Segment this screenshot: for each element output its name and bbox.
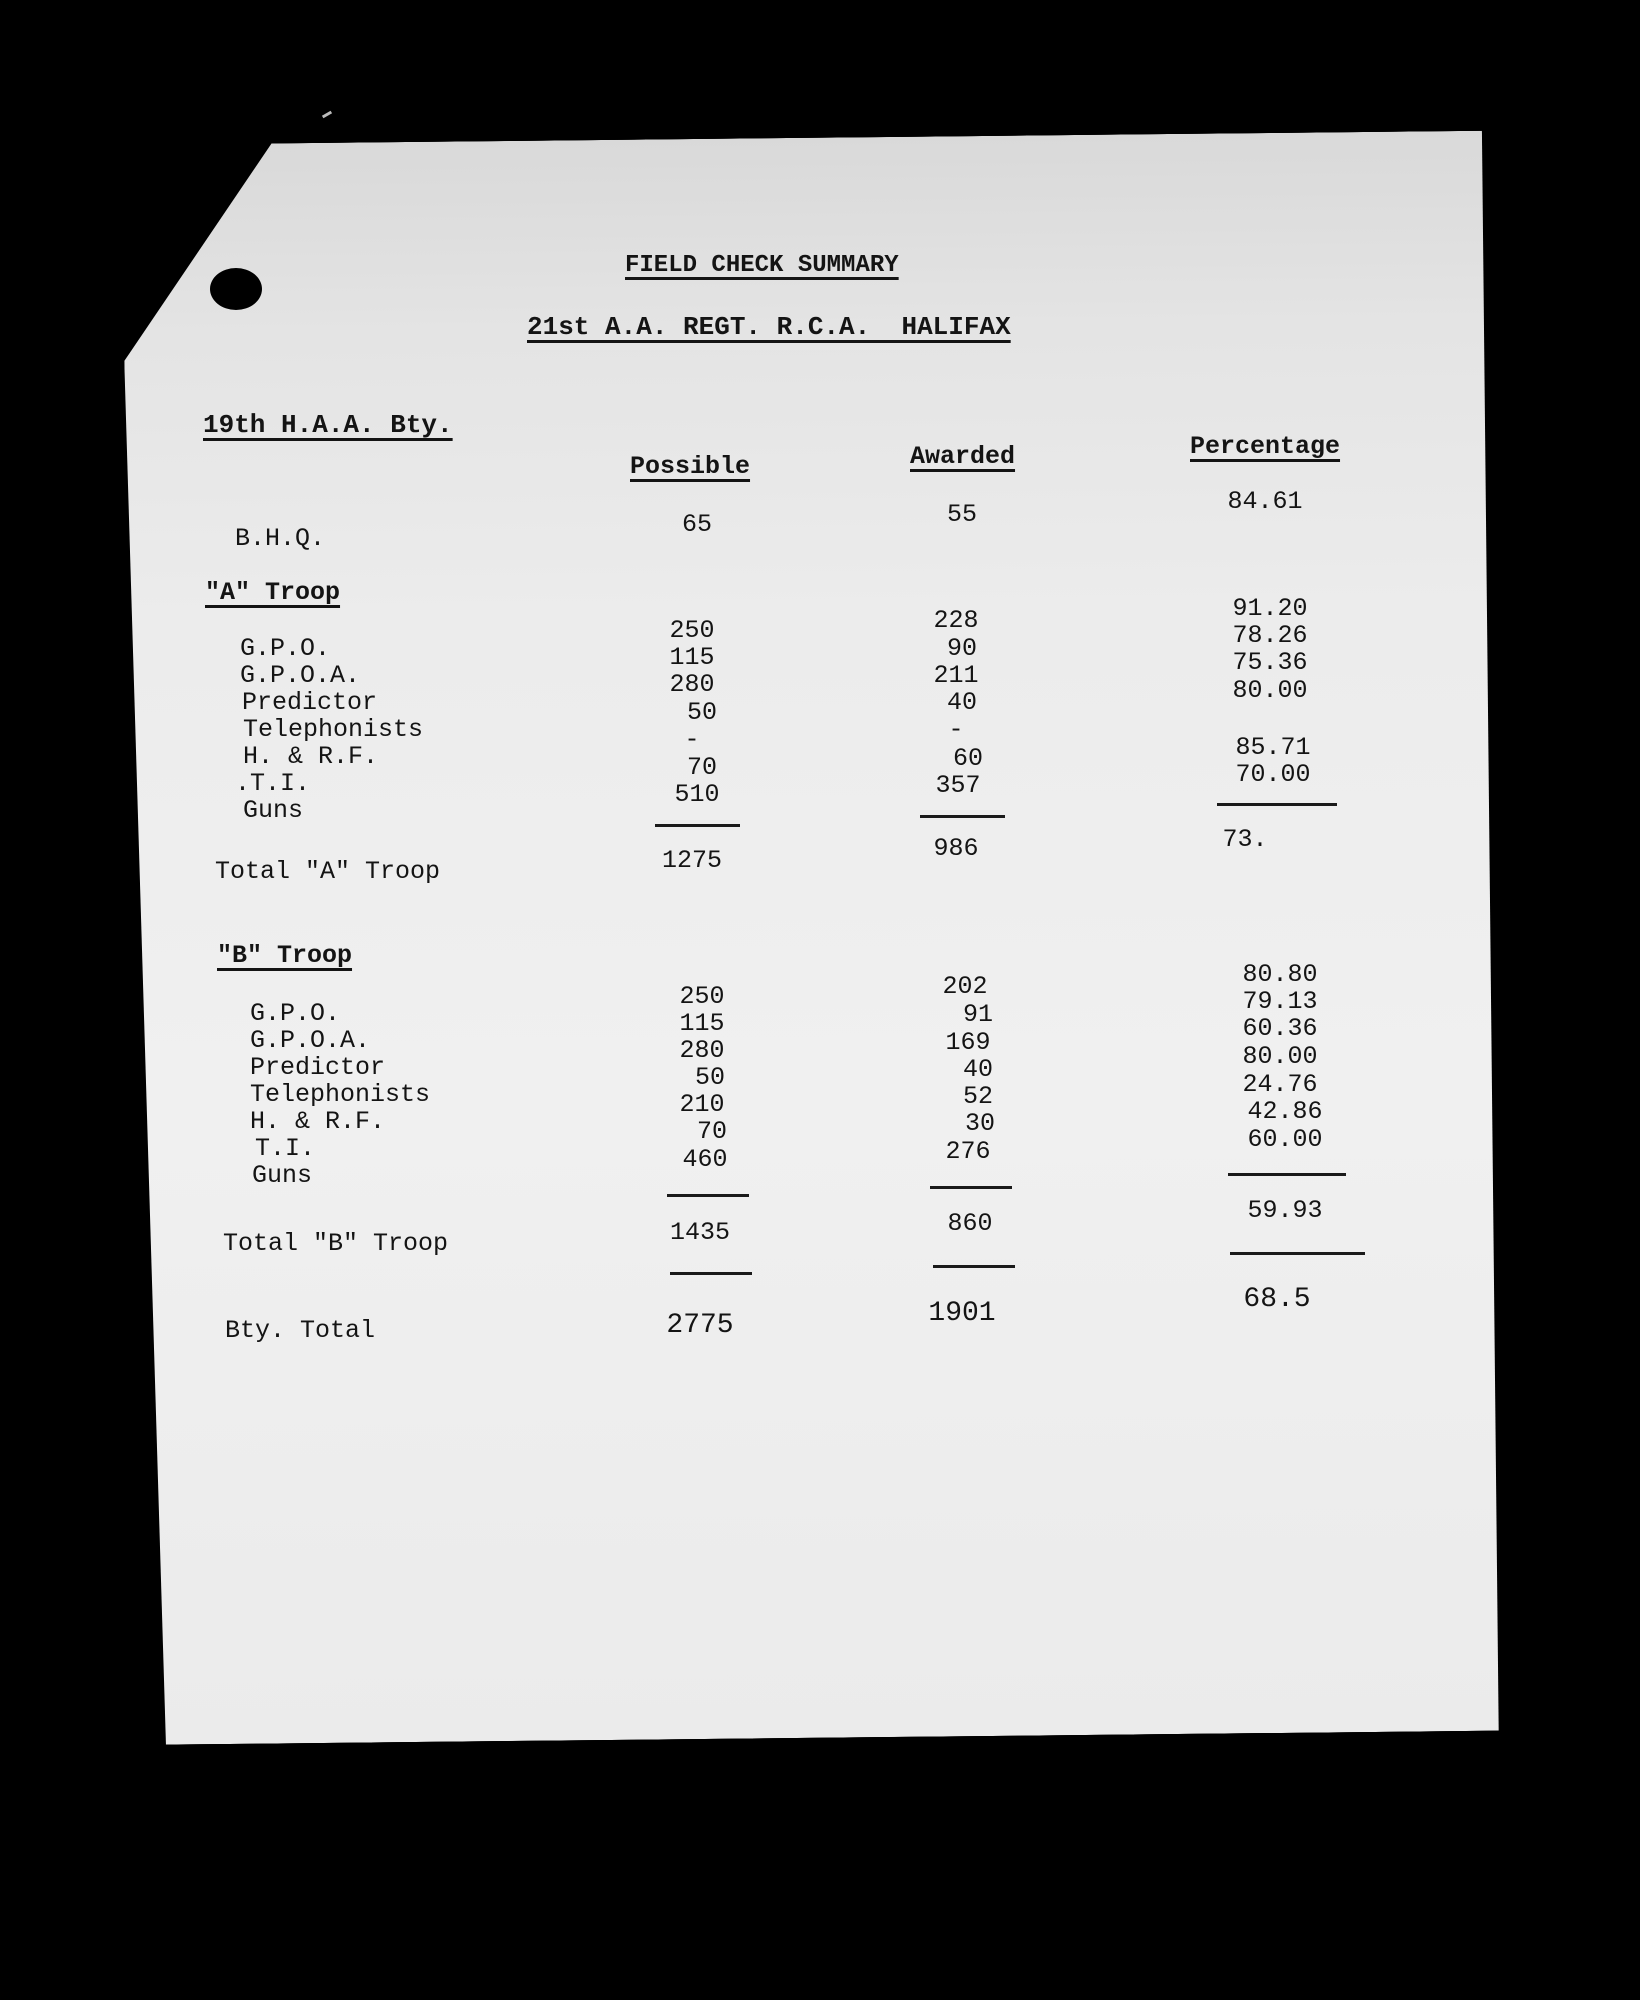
column-percentage: Percentage: [1190, 432, 1341, 461]
troop-a-label: G.P.O.A.: [240, 661, 361, 690]
troop-a-awarded: 60: [952, 744, 983, 773]
bhq-percentage: 84.61: [1227, 487, 1303, 516]
troop-a-percentage: 78.26: [1232, 621, 1308, 650]
troop-a-possible: -: [684, 725, 700, 754]
troop-a-label: Predictor: [242, 688, 378, 717]
troop-b-total-label: Total "B" Troop: [223, 1229, 449, 1258]
troop-b-possible: 70: [696, 1117, 727, 1146]
troop-b-label: H. & R.F.: [250, 1107, 386, 1136]
troop-b-percentage: 80.80: [1242, 960, 1318, 989]
sum-rule: [933, 1265, 1015, 1268]
document-page: [122, 131, 1499, 1745]
bhq-label: B.H.Q.: [235, 524, 326, 553]
sum-rule: [1230, 1252, 1365, 1255]
document-subtitle: 21st A.A. REGT. R.C.A. HALIFAX: [527, 312, 1011, 342]
column-possible: Possible: [630, 452, 751, 481]
troop-b-label: Predictor: [250, 1053, 386, 1082]
punch-hole: [210, 268, 262, 310]
bhq-awarded: 55: [946, 500, 977, 529]
bhq-possible: 65: [681, 510, 712, 539]
troop-a-label: G.P.O.: [240, 634, 331, 663]
troop-a-total-possible: 1275: [661, 846, 722, 875]
troop-a-possible: 280: [669, 670, 715, 699]
troop-a-percentage: 75.36: [1232, 648, 1308, 677]
troop-b-percentage: 60.36: [1242, 1014, 1318, 1043]
battery-heading: 19th H.A.A. Bty.: [203, 410, 453, 440]
troop-b-label: Telephonists: [250, 1080, 431, 1109]
troop-a-possible: 70: [686, 753, 717, 782]
document-title: FIELD CHECK SUMMARY: [625, 252, 899, 279]
troop-b-percentage: 24.76: [1242, 1070, 1318, 1099]
sum-rule: [655, 824, 740, 827]
troop-a-percentage: 91.20: [1232, 594, 1308, 623]
troop-b-possible: 250: [679, 982, 725, 1011]
troop-b-percentage: 42.86: [1247, 1097, 1323, 1126]
troop-b-awarded: 91: [962, 1000, 993, 1029]
troop-a-possible: 250: [669, 616, 715, 645]
troop-a-label: .T.I.: [235, 769, 311, 798]
troop-b-total-possible: 1435: [669, 1218, 730, 1247]
battery-total-awarded: 1901: [928, 1298, 996, 1329]
troop-b-percentage: 79.13: [1242, 987, 1318, 1016]
troop-b-possible: 50: [694, 1063, 725, 1092]
troop-a-percentage: 70.00: [1235, 760, 1311, 789]
column-awarded: Awarded: [910, 442, 1016, 471]
troop-a-total-awarded: 986: [933, 834, 979, 863]
troop-b-label: G.P.O.A.: [250, 1026, 371, 1055]
troop-b-possible: 210: [679, 1090, 725, 1119]
troop-a-total-percentage: 73.: [1222, 825, 1268, 854]
troop-b-possible: 115: [679, 1009, 725, 1038]
troop-b-label: T.I.: [255, 1134, 316, 1163]
sum-rule: [1217, 803, 1337, 806]
sum-rule: [920, 815, 1005, 818]
troop-a-awarded: 40: [946, 688, 977, 717]
troop-b-possible: 280: [679, 1036, 725, 1065]
troop-a-possible: 115: [669, 643, 715, 672]
troop-b-total-awarded: 860: [947, 1209, 993, 1238]
troop-a-label: Guns: [243, 796, 304, 825]
speck: [322, 111, 332, 119]
troop-b-heading: "B" Troop: [217, 941, 353, 970]
troop-a-possible: 510: [674, 780, 720, 809]
sum-rule: [670, 1272, 752, 1275]
sum-rule: [667, 1194, 749, 1197]
sum-rule: [1228, 1173, 1346, 1176]
troop-a-heading: "A" Troop: [205, 578, 341, 607]
sum-rule: [930, 1186, 1012, 1189]
troop-a-possible: 50: [686, 698, 717, 727]
troop-a-awarded: -: [948, 715, 964, 744]
troop-a-label: H. & R.F.: [243, 742, 379, 771]
troop-b-possible: 460: [682, 1145, 728, 1174]
troop-a-percentage: 80.00: [1232, 676, 1308, 705]
battery-total-possible: 2775: [666, 1310, 734, 1341]
troop-b-awarded: 52: [962, 1082, 993, 1111]
troop-a-awarded: 211: [933, 661, 979, 690]
troop-b-awarded: 169: [945, 1028, 991, 1057]
troop-a-awarded: 228: [933, 606, 979, 635]
troop-b-percentage: 60.00: [1247, 1125, 1323, 1154]
troop-a-awarded: 357: [935, 771, 981, 800]
troop-a-total-label: Total "A" Troop: [215, 857, 441, 886]
troop-a-awarded: 90: [946, 634, 977, 663]
battery-total-label: Bty. Total: [225, 1316, 376, 1345]
troop-a-label: Telephonists: [243, 715, 424, 744]
troop-b-total-percentage: 59.93: [1247, 1196, 1323, 1225]
troop-b-label: Guns: [252, 1161, 313, 1190]
battery-total-percentage: 68.5: [1243, 1284, 1311, 1315]
troop-b-percentage: 80.00: [1242, 1042, 1318, 1071]
troop-b-awarded: 30: [964, 1109, 995, 1138]
troop-b-awarded: 40: [962, 1055, 993, 1084]
troop-b-awarded: 202: [942, 972, 988, 1001]
troop-a-percentage: 85.71: [1235, 733, 1311, 762]
troop-b-awarded: 276: [945, 1137, 991, 1166]
troop-b-label: G.P.O.: [250, 999, 341, 1028]
